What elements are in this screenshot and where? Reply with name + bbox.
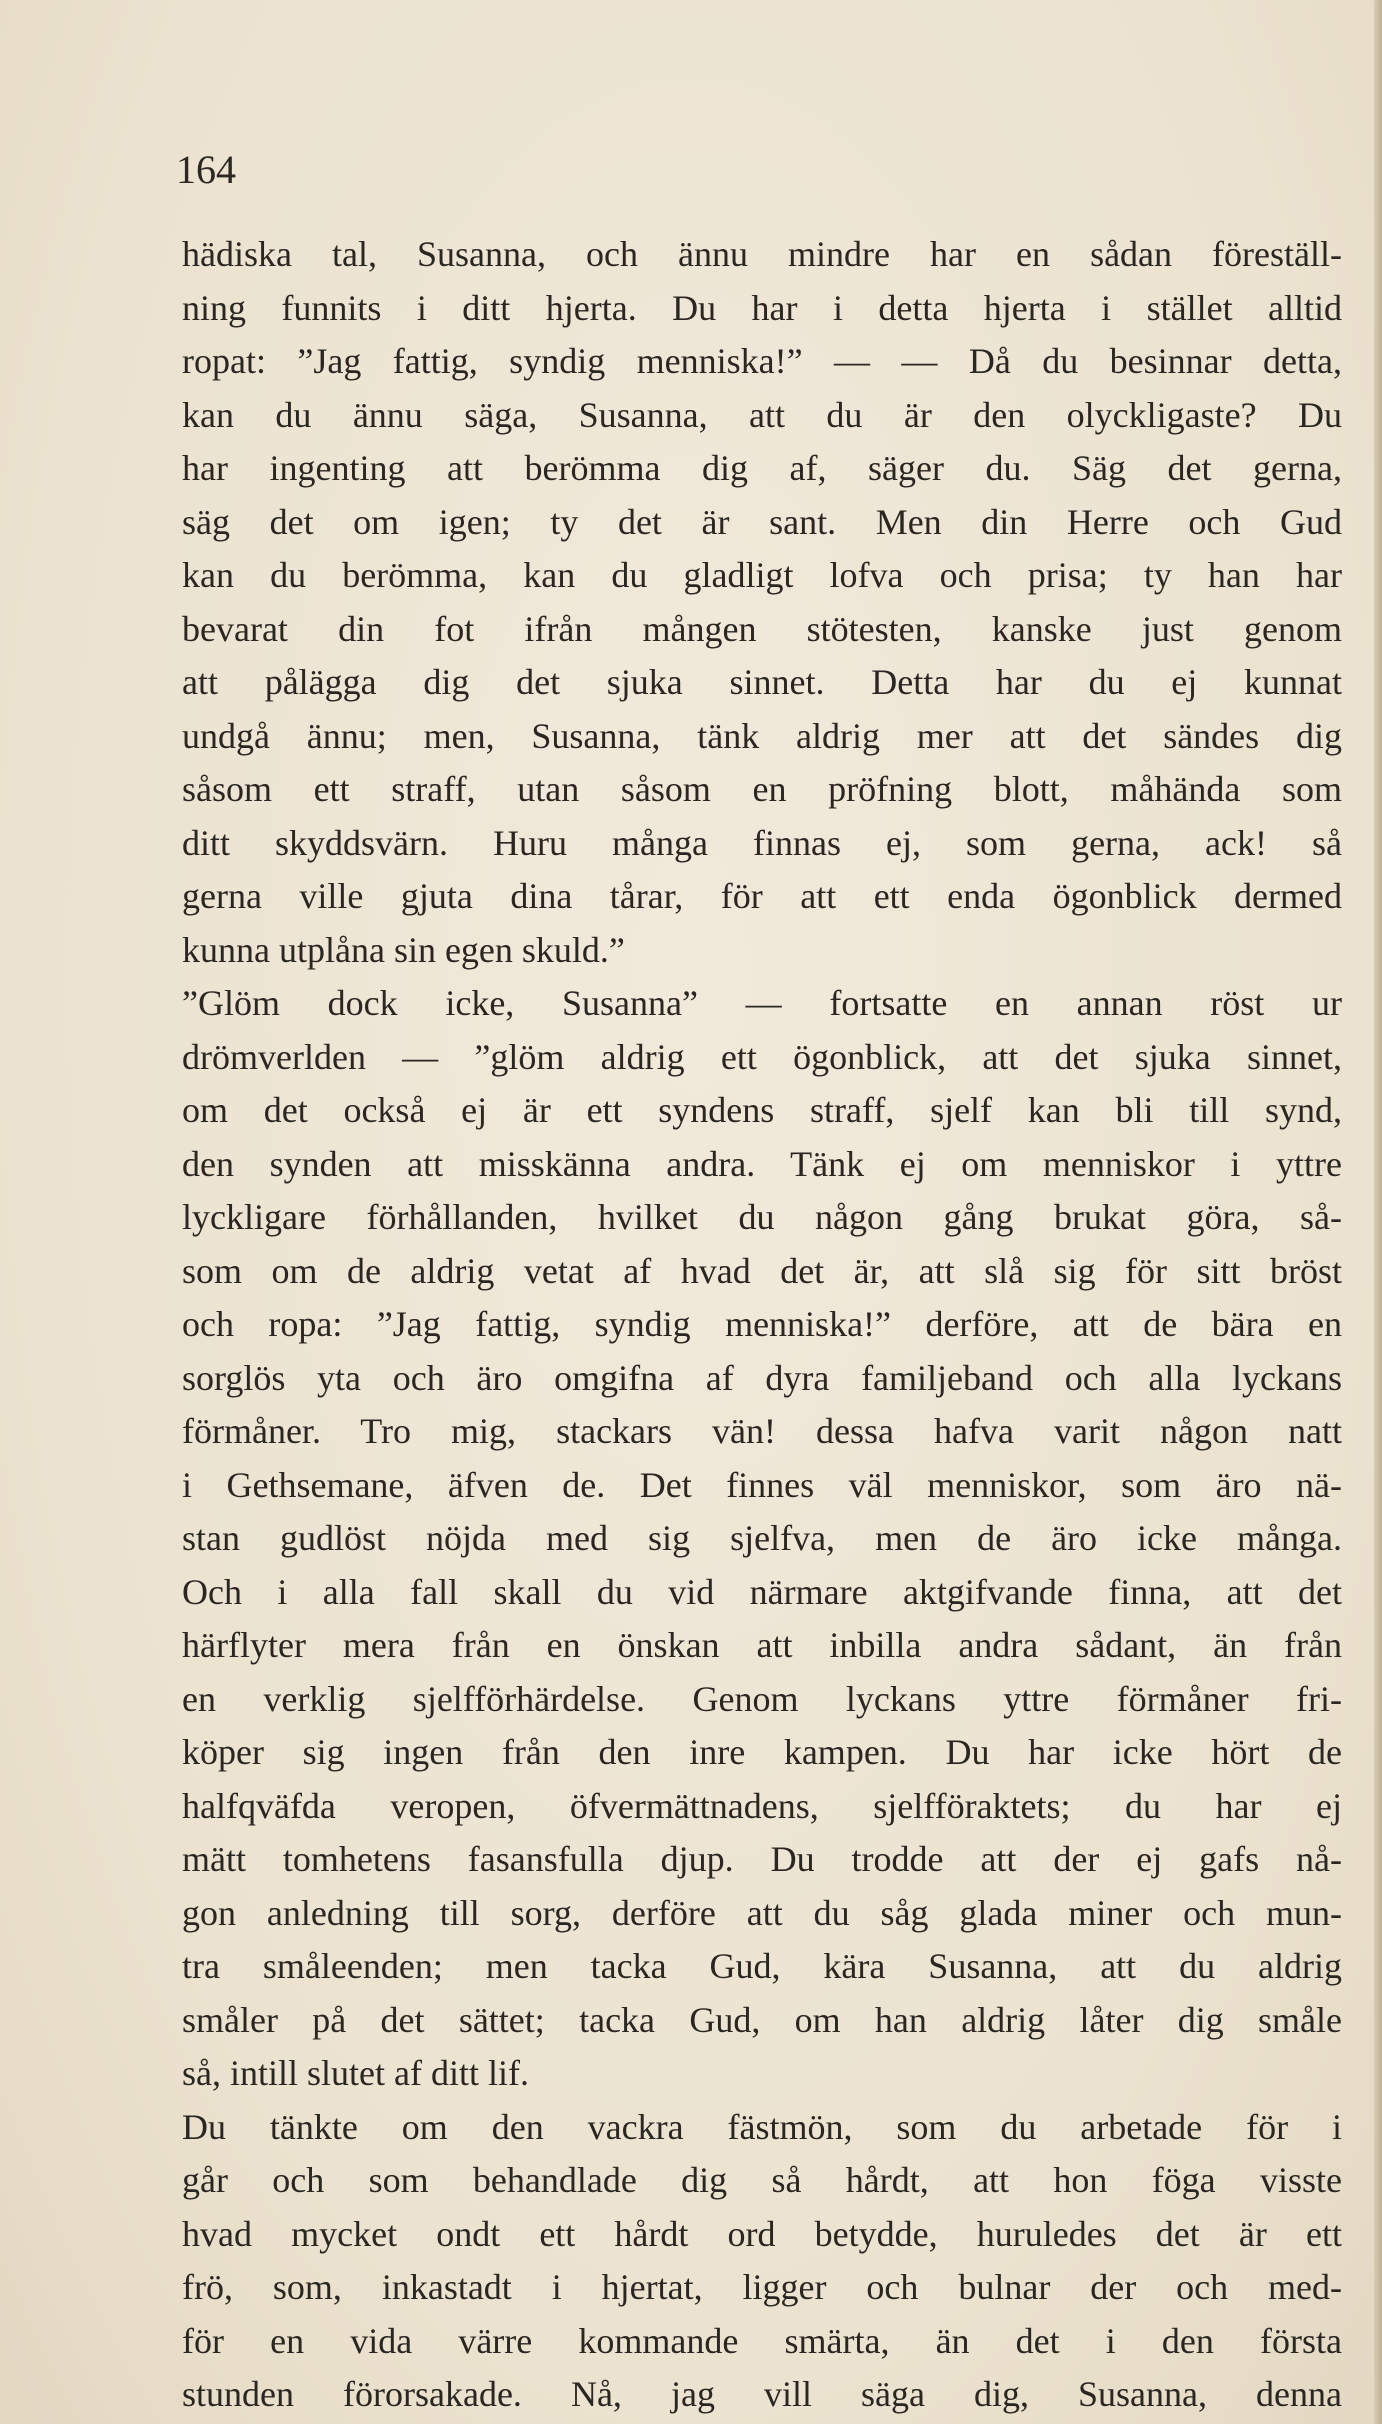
page-number: 164: [176, 147, 236, 192]
text-line: den synden att misskänna andra. Tänk ej om menniskor i yttre: [182, 1143, 1342, 1184]
text-line: att pålägga dig det sjuka sinnet. Detta har du ej kunnat: [182, 662, 1342, 702]
text-line: så, intill slutet af ditt lif.: [182, 2053, 529, 2093]
text-line: frö, som, inkastadt i hjertat, ligger och bulnar der och med-: [182, 2267, 1342, 2307]
text-line: hädiska tal, Susanna, och ännu mindre har en sådan föreställ-: [182, 234, 1342, 274]
text-line: för en vida värre kommande smärta, än det i den första: [182, 2320, 1342, 2361]
text-line: drömverlden — ”glöm aldrig ett ögonblick, att det sjuka sinnet,: [182, 1036, 1342, 1077]
text-line: gon anledning till sorg, derföre att du såg glada miner och mun-: [182, 1892, 1342, 1933]
text-line: har ingenting att berömma dig af, säger du. Säg det gerna,: [182, 448, 1342, 488]
text-line: som om de aldrig vetat af hvad det är, att slå sig för sitt bröst: [182, 1250, 1342, 1291]
text-line: i Gethsemane, äfven de. Det finnes väl menniskor, som äro nä-: [182, 1464, 1342, 1505]
text-line: sorglös yta och äro omgifna af dyra familjeband och alla lyckans: [182, 1357, 1342, 1398]
page-edge-shadow: [1374, 0, 1382, 2424]
text-line: ”Glöm dock icke, Susanna” — fortsatte en annan röst ur: [182, 983, 1342, 1023]
text-line: och ropa: ”Jag fattig, syndig menniska!” derföre, att de bära en: [182, 1304, 1342, 1344]
text-line: stan gudlöst nöjda med sig sjelfva, men de äro icke många.: [182, 1518, 1342, 1558]
text-line: lyckligare förhållanden, hvilket du någon gång brukat göra, så-: [182, 1197, 1342, 1237]
text-line: mätt tomhetens fasansfulla djup. Du trodde att der ej gafs nå-: [182, 1839, 1342, 1879]
text-line: ropat: ”Jag fattig, syndig menniska!” — — Då du besinnar detta,: [182, 341, 1342, 381]
text-line: Och i alla fall skall du vid närmare aktgifvande finna, att det: [182, 1571, 1342, 1612]
text-line: gerna ville gjuta dina tårar, för att ett enda ögonblick dermed: [182, 876, 1342, 916]
text-line: förmåner. Tro mig, stackars vän! dessa hafva varit någon natt: [182, 1411, 1342, 1451]
text-line: stunden förorsakade. Nå, jag vill säga dig, Susanna, denna: [182, 2374, 1342, 2414]
text-line: ditt skyddsvärn. Huru många finnas ej, som gerna, ack! så: [182, 822, 1342, 863]
body-text: [182, 228, 1342, 2422]
text-line: småler på det sättet; tacka Gud, om han aldrig låter dig småle: [182, 1999, 1342, 2040]
text-line: undgå ännu; men, Susanna, tänk aldrig mer att det sändes dig: [182, 715, 1342, 756]
text-line: om det också ej är ett syndens straff, sjelf kan bli till synd,: [182, 1090, 1342, 1130]
text-line: halfqväfda veropen, öfvermättnadens, sjelfföraktets; du har ej: [182, 1785, 1342, 1826]
text-line: kan du ännu säga, Susanna, att du är den olyckligaste? Du: [182, 394, 1342, 435]
text-line: köper sig ingen från den inre kampen. Du har icke hört de: [182, 1732, 1342, 1772]
text-line: ning funnits i ditt hjerta. Du har i detta hjerta i stället alltid: [182, 287, 1342, 328]
text-line: Du tänkte om den vackra fästmön, som du arbetade för i: [182, 2106, 1342, 2147]
text-line: härflyter mera från en önskan att inbilla andra sådant, än från: [182, 1625, 1342, 1665]
text-line: går och som behandlade dig så hårdt, att hon föga visste: [182, 2160, 1342, 2200]
text-line: kan du berömma, kan du gladligt lofva och prisa; ty han har: [182, 555, 1342, 595]
text-line: kunna utplåna sin egen skuld.”: [182, 929, 625, 970]
text-line: säg det om igen; ty det är sant. Men din Herre och Gud: [182, 501, 1342, 542]
text-line: såsom ett straff, utan såsom en pröfning blott, måhända som: [182, 769, 1342, 809]
text-line: hvad mycket ondt ett hårdt ord betydde, huruledes det är ett: [182, 2213, 1342, 2254]
text-line: tra småleenden; men tacka Gud, kära Susanna, att du aldrig: [182, 1946, 1342, 1986]
text-line: bevarat din fot ifrån mången stötesten, kanske just genom: [182, 608, 1342, 649]
text-line: en verklig sjelfförhärdelse. Genom lyckans yttre förmåner fri-: [182, 1678, 1342, 1719]
